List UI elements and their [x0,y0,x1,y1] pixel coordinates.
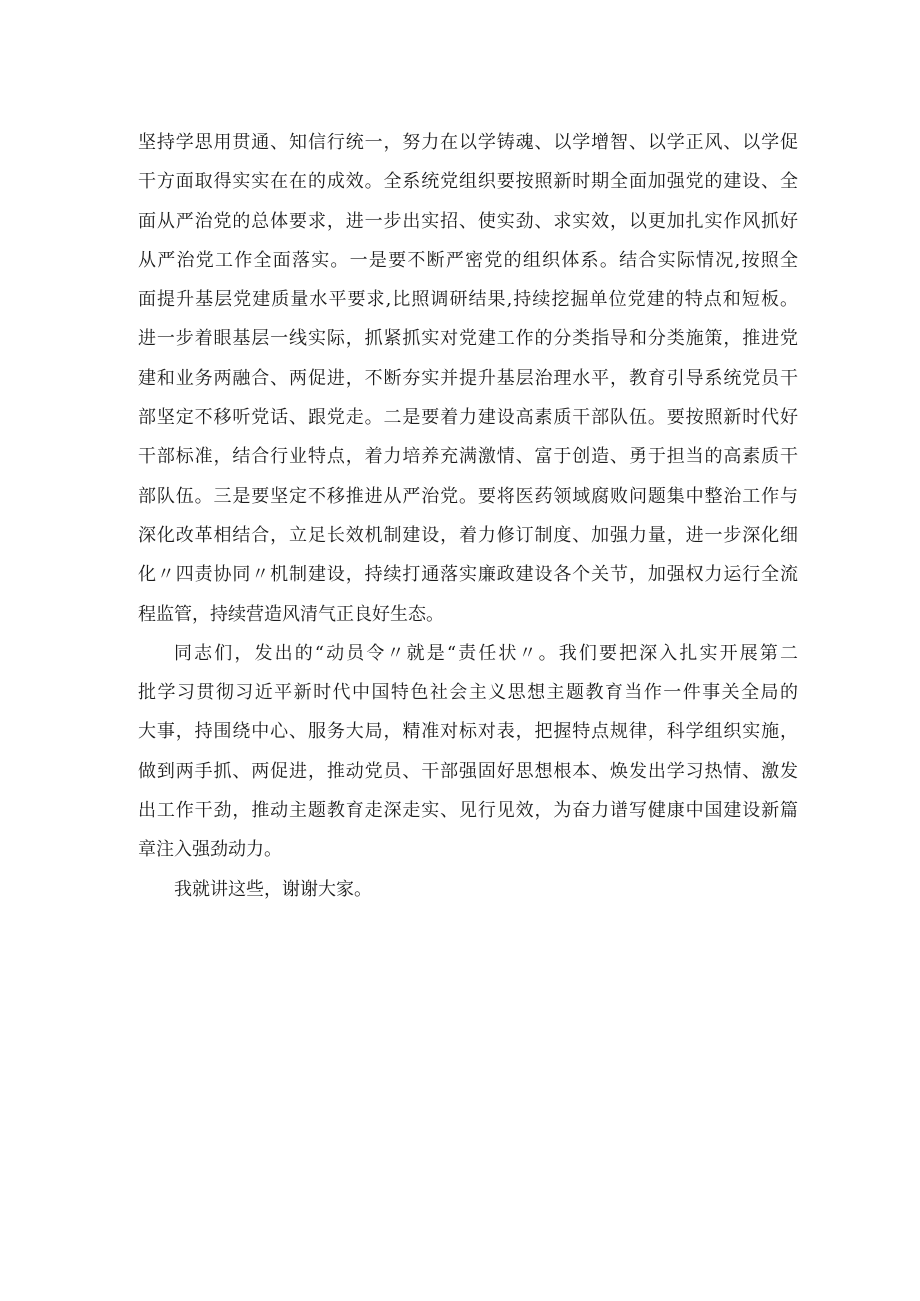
paragraph [138,634,798,870]
text-line: 从严治党工作全面落实。一是要不断严密党的组织体系。结合实际情况,按照全 [138,249,798,271]
text-line: 干部标准，结合行业特点，着力培养充满激情、富于创造、勇于担当的高素质干 [138,446,798,468]
text-line: 面从严治党的总体要求，进一步出实招、使实劲、求实效，以更加扎实作风抓好 [138,210,798,232]
text-line: 建和业务两融合、两促进，不断夯实并提升基层治理水平，教育引导系统党员干 [138,367,798,389]
text-line: 程监管，持续营造风清气正良好生态。 [138,603,444,625]
text-line: 面提升基层党建质量水平要求,比照调研结果,持续挖掘单位党建的特点和短板。 [138,289,798,311]
text-line: 批学习贯彻习近平新时代中国特色社会主义思想主题教育当作一件事关全局的 [138,682,798,704]
text-line: 做到两手抓、两促进，推动党员、干部强固好思想根本、焕发出学习热情、激发 [138,760,798,782]
text-line: 大事，持围绕中心、服务大局，精准对标对表，把握特点规律，科学组织实施， [138,721,798,743]
text-line: 化〃四责协同〃机制建设，持续打通落实廉政建设各个关节，加强权力运行全流 [138,564,798,586]
text-line: 同志们，发出的“动员令〃就是“责任状〃。我们要把深入扎实开展第二 [174,642,798,664]
text-line: 章注入强劲动力。 [138,839,282,861]
paragraph [138,870,798,909]
text-line: 部队伍。三是要坚定不移推进从严治党。要将医药领域腐败问题集中整治工作与 [138,485,798,507]
text-line: 坚持学思用贯通、知信行统一，努力在以学铸魂、以学增智、以学正风、以学促 [138,132,798,153]
text-line: 我就讲这些，谢谢大家。 [174,878,372,900]
paragraph [138,123,798,634]
text-line: 干方面取得实实在在的成效。全系统党组织要按照新时期全面加强党的建设、全 [138,171,798,193]
text-line: 出工作干劲，推动主题教育走深走实、见行见效，为奋力谱写健康中国建设新篇 [138,800,798,822]
document-body [138,123,798,909]
text-line: 深化改革相结合，立足长效机制建设，着力修订制度、加强力量，进一步深化细 [138,524,798,546]
text-line: 进一步着眼基层一线实际，抓紧抓实对党建工作的分类指导和分类施策，推进党 [138,328,798,350]
text-line: 部坚定不移听党话、跟党走。二是要着力建设高素质干部队伍。要按照新时代好 [138,407,798,429]
